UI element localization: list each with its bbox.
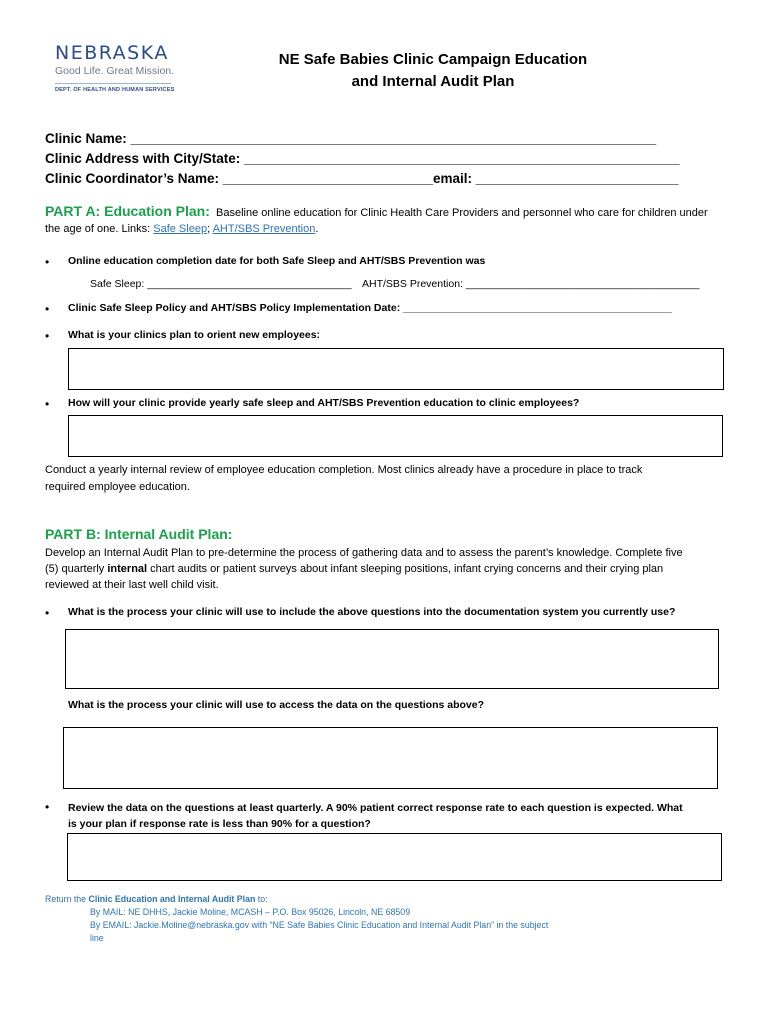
part-b-intro-line-3: reviewed at their last well child visit. — [45, 579, 219, 591]
part-b-intro-line-1: Develop an Internal Audit Plan to pre-determine the process of gathering data and to assess the parent’s knowledge. Complete five — [45, 547, 683, 559]
clinic-name-field[interactable]: Clinic Name: ______________________________________________________________________ — [45, 131, 657, 146]
coordinator-email-field[interactable]: Clinic Coordinator’s Name: ____________________________email: ___________________________ — [45, 171, 679, 186]
email-line-2: line — [90, 933, 104, 943]
safe-sleep-date-field[interactable]: Safe Sleep: ___________________________________ — [90, 278, 352, 290]
part-a-question-orient-employees: What is your clinics plan to orient new employees: — [68, 329, 321, 341]
safe-sleep-link[interactable]: Safe Sleep — [153, 223, 208, 235]
review-quarterly-line-1: Review the data on the questions at least quarterly. A 90% patient correct response rate to each question is expected. What — [68, 802, 683, 814]
bullet: • — [45, 302, 50, 316]
clinic-address-field[interactable]: Clinic Address with City/State: __________________________________________________________ — [45, 151, 680, 166]
bullet: • — [45, 329, 50, 343]
nebraska-dhhs-logo — [55, 42, 185, 93]
part-a-question-yearly-education: How will your clinic provide yearly safe sleep and AHT/SBS Prevention education to clinic employees? — [68, 397, 580, 409]
access-data-answer-box[interactable] — [63, 727, 718, 789]
logo-department: DEPT. OF HEALTH AND HUMAN SERVICES — [55, 87, 175, 93]
intro-2b-bold: internal — [107, 563, 148, 575]
intro-2c: chart audits or patient surveys about infant sleeping positions, infant crying concerns and their crying plan — [147, 563, 664, 575]
part-b-intro — [45, 545, 745, 593]
email-line-1: By EMAIL: Jackie.Moline@nebraska.gov with “NE Safe Babies Clinic Education and Internal Audit Plan” in the subject — [90, 920, 549, 930]
yearly-review-note — [45, 462, 745, 496]
part-b-question-review-quarterly — [68, 800, 683, 832]
review-quarterly-line-2: is your plan if response rate is less than 90% for a question? — [68, 818, 371, 830]
review-line-2: required employee education. — [45, 481, 190, 493]
bullet: • — [45, 255, 50, 269]
part-a-links-line — [45, 221, 735, 238]
logo-tagline: Good Life. Great Mission. — [55, 65, 175, 77]
return-a: Return the — [45, 894, 89, 904]
logo-divider — [55, 83, 171, 84]
part-a-intro — [45, 203, 735, 222]
aht-sbs-prevention-link[interactable]: AHT/SBS Prevention — [212, 223, 316, 235]
intro-2a: (5) quarterly — [45, 563, 108, 575]
bullet: • — [45, 606, 50, 620]
part-a-intro-text: Baseline online education for Clinic Health Care Providers and personnel who care for children under — [216, 207, 708, 219]
title-line-1: NE Safe Babies Clinic Campaign Education — [278, 51, 588, 68]
aht-sbs-date-field[interactable]: AHT/SBS Prevention: ________________________________________ — [362, 278, 700, 290]
document-title — [260, 49, 606, 93]
documentation-answer-box[interactable] — [65, 629, 719, 689]
part-a-question-policy-date[interactable]: Clinic Safe Sleep Policy and AHT/SBS Policy Implementation Date: ______________________________________________ — [68, 302, 672, 314]
response-rate-plan-answer-box[interactable] — [67, 833, 722, 881]
return-b: Clinic Education and Internal Audit Plan — [88, 894, 256, 904]
link-separator: ; — [207, 223, 211, 235]
return-c: to: — [255, 894, 268, 904]
part-b-question-documentation: What is the process your clinic will use to include the above questions into the documentation system you currently use? — [68, 606, 676, 618]
part-a-title: PART A: Education Plan: — [45, 203, 210, 219]
part-b-title: PART B: Internal Audit Plan: — [45, 526, 233, 542]
part-a-question-online-completion: Online education completion date for both Safe Sleep and AHT/SBS Prevention was — [68, 255, 486, 267]
return-by-mail: By MAIL: NE DHHS, Jackie Moline, MCASH – P.O. Box 95026, Lincoln, NE 68509 — [90, 907, 411, 917]
link-end: . — [315, 223, 319, 235]
bullet: • — [45, 397, 50, 411]
return-by-email — [90, 919, 590, 945]
part-b-question-access-data: What is the process your clinic will use to access the data on the questions above? — [68, 699, 485, 711]
title-line-2: and Internal Audit Plan — [351, 73, 515, 90]
orient-employees-answer-box[interactable] — [68, 348, 724, 390]
review-line-1: Conduct a yearly internal review of employee education completion. Most clinics already have a procedure in place to track — [45, 464, 643, 476]
logo-wordmark: NEBRASKA — [55, 42, 169, 64]
part-b-intro-line-2 — [45, 561, 745, 577]
return-instructions — [45, 893, 268, 906]
yearly-education-answer-box[interactable] — [68, 415, 723, 457]
links-label: the age of one. Links: — [45, 223, 151, 235]
bullet: • — [45, 800, 50, 814]
